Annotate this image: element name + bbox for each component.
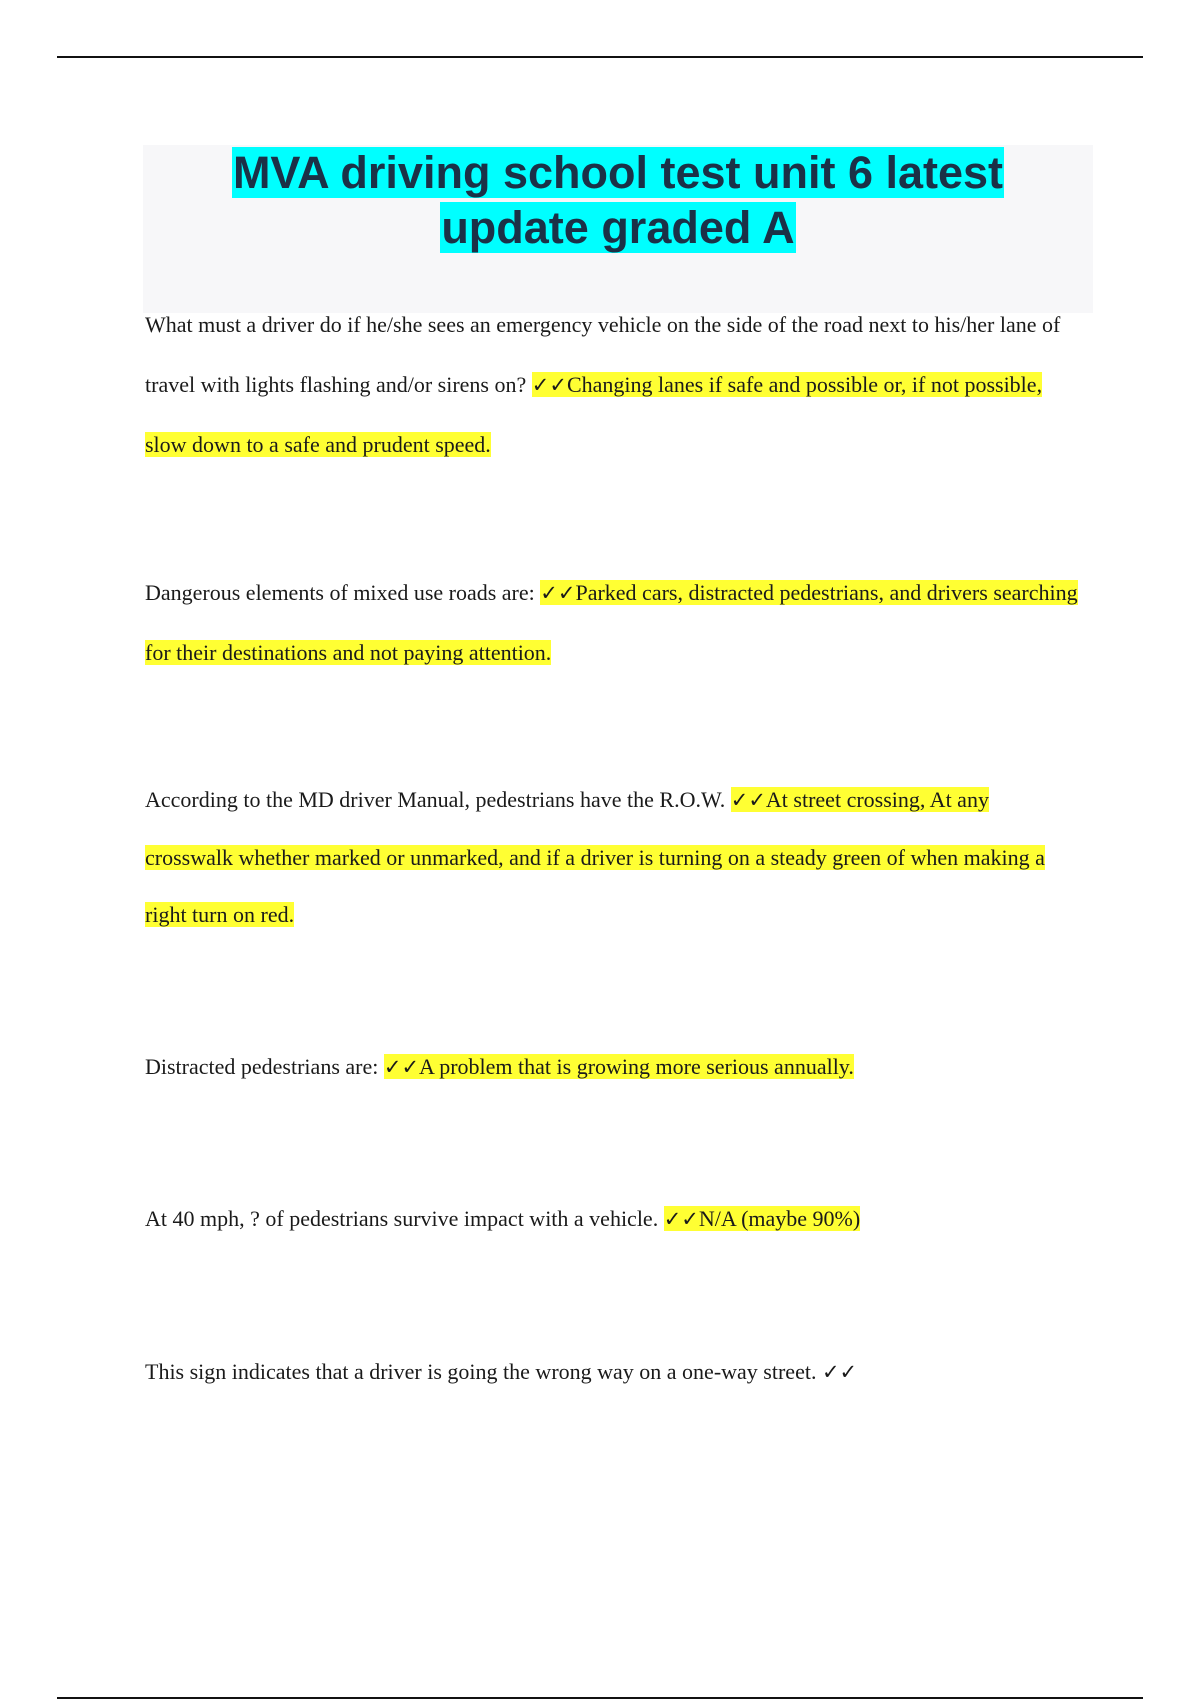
qa-item-5 [145,1189,1080,1249]
qa-item-4 [145,1037,1080,1097]
qa-item-6 [145,1342,1080,1402]
double-check-icon: ✓✓ [531,373,567,397]
answer-highlight [384,1054,854,1079]
double-check-icon: ✓✓ [730,788,766,812]
answer-text: Changing lanes if safe and possible or, if not possible, slow down to a safe and prudent speed. [145,372,1043,457]
double-check-icon: ✓✓ [821,1360,858,1384]
question-text: What must a driver do if he/she sees an emergency vehicle on the side of the road next to his/her lane of travel with lights flashing and/or sirens on? [145,312,1061,397]
question-text: At 40 mph, ? of pedestrians survive impact with a vehicle. [145,1206,659,1231]
question-text: Distracted pedestrians are: [145,1054,379,1079]
double-check-icon: ✓✓ [383,1055,420,1079]
qa-item-3 [145,771,1080,943]
answer-highlight [664,1206,861,1231]
page-title-line-2: update graded A [441,202,795,253]
double-check-icon: ✓✓ [540,581,576,605]
answer-text: Parked cars, distracted pedestrians, and drivers searching for their destinations and not paying attention. [145,580,1078,665]
question-text: Dangerous elements of mixed use roads are: [145,580,535,605]
double-check-icon: ✓✓ [663,1207,699,1231]
question-text: This sign indicates that a driver is going the wrong way on a one-way street. [145,1359,817,1384]
qa-item-2 [145,563,1080,683]
page-title-line-1: MVA driving school test unit 6 latest [232,147,1004,198]
header-rule [57,56,1143,58]
answer-text: N/A (maybe 90%) [698,1206,861,1231]
footer-rule [57,1697,1143,1699]
question-text: According to the MD driver Manual, pedestrians have the R.O.W. [145,787,726,812]
answer-text: A problem that is growing more serious annually. [419,1054,854,1079]
qa-item-1 [145,295,1080,475]
answer-text: At street crossing, At any crosswalk whether marked or unmarked, and if a driver is turning on a steady green of when making a right turn on red. [145,787,1045,927]
title-block [143,145,1093,313]
